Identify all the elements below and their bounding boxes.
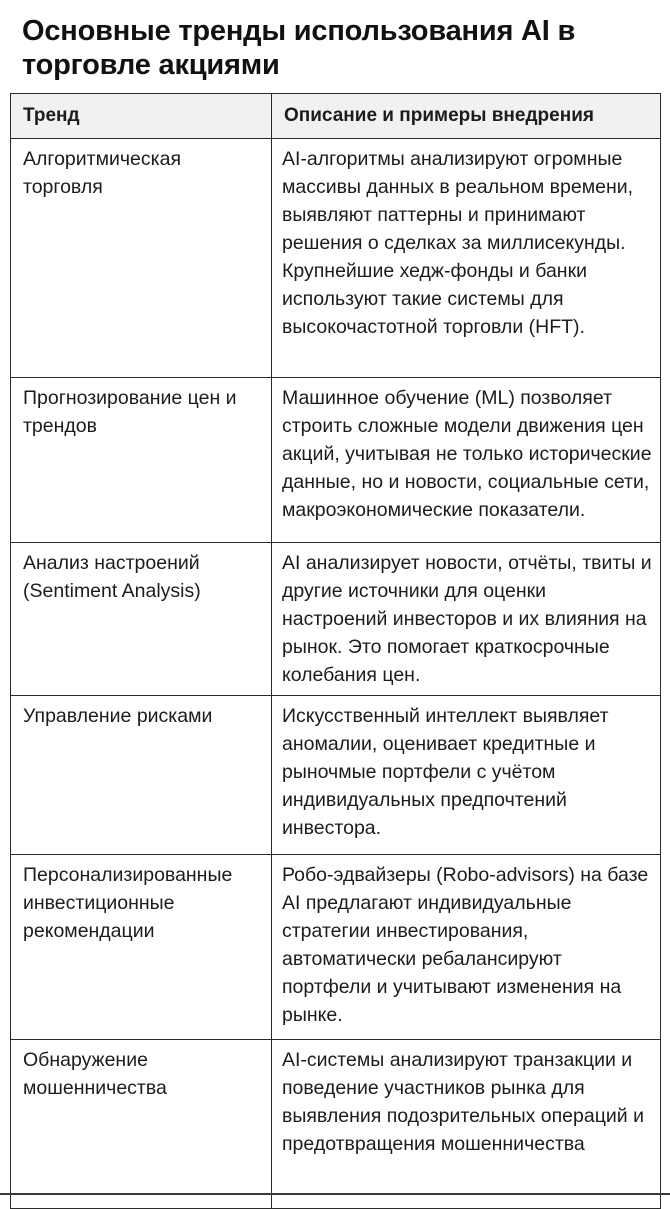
table-row (11, 139, 661, 378)
description-cell (272, 378, 661, 543)
trend-cell: Алгоритмическая торговля (11, 139, 272, 378)
table-row (11, 1040, 661, 1209)
trend-cell: Управление рисками (11, 696, 272, 855)
trend-cell: Прогнозирование цен и трендов (11, 378, 272, 543)
trend-cell: Анализ настроений (Sentiment Analysis) (11, 543, 272, 696)
page-bottom-divider (0, 1193, 670, 1195)
page-title: Основные тренды использования AI в торговле акциями (22, 15, 576, 81)
trend-cell: Обнаружение мошенничества (11, 1040, 272, 1209)
column-header-trend: Тренд (11, 94, 272, 139)
table-row (11, 378, 661, 543)
description-cell: AI-алгоритмы анализируют огромные массивы данных в реальном времени, выявляют паттерны и принимают решения о сделках за миллисекунды. Крупнейшие хедж-фонды и банки используют такие системы для высокочастотной торговли (HFT). (272, 139, 661, 378)
table-row (11, 696, 661, 855)
description-text: Машинное обучение (ML) позволяет строить сложные модели движения цен акций, учитывая не только исторические данные, но и новости, социальные сети, макроэкономические показатели. (282, 387, 652, 521)
column-header-description: Описание и примеры внедрения (272, 94, 661, 139)
description-cell: AI анализирует новости, отчёты, твиты и другие источники для оценки настроений инвесторов и их влияния на рынок. Это помогает краткосрочные колебания цен. (272, 543, 661, 696)
description-cell: Робо-эдвайзеры (Robo-advisors) на базе AI предлагают индивидуальные стратегии инвестирования, автоматически ребалансируют портфели и учитывают изменения на рынке. (272, 855, 661, 1040)
table-row (11, 543, 661, 696)
table-row (11, 855, 661, 1040)
description-cell: AI-системы анализируют транзакции и поведение участников рынка для выявления подозрительных операций и предотвращения мошенничества (272, 1040, 661, 1209)
table-header-row (11, 94, 661, 139)
trends-table (10, 93, 661, 1209)
trend-cell: Персонализированные инвестиционные рекомендации (11, 855, 272, 1040)
description-cell: Искусственный интеллект выявляет аномалии, оценивает кредитные и рыночмые портфели с учётом индивидуальных предпочтений инвестора. (272, 696, 661, 855)
